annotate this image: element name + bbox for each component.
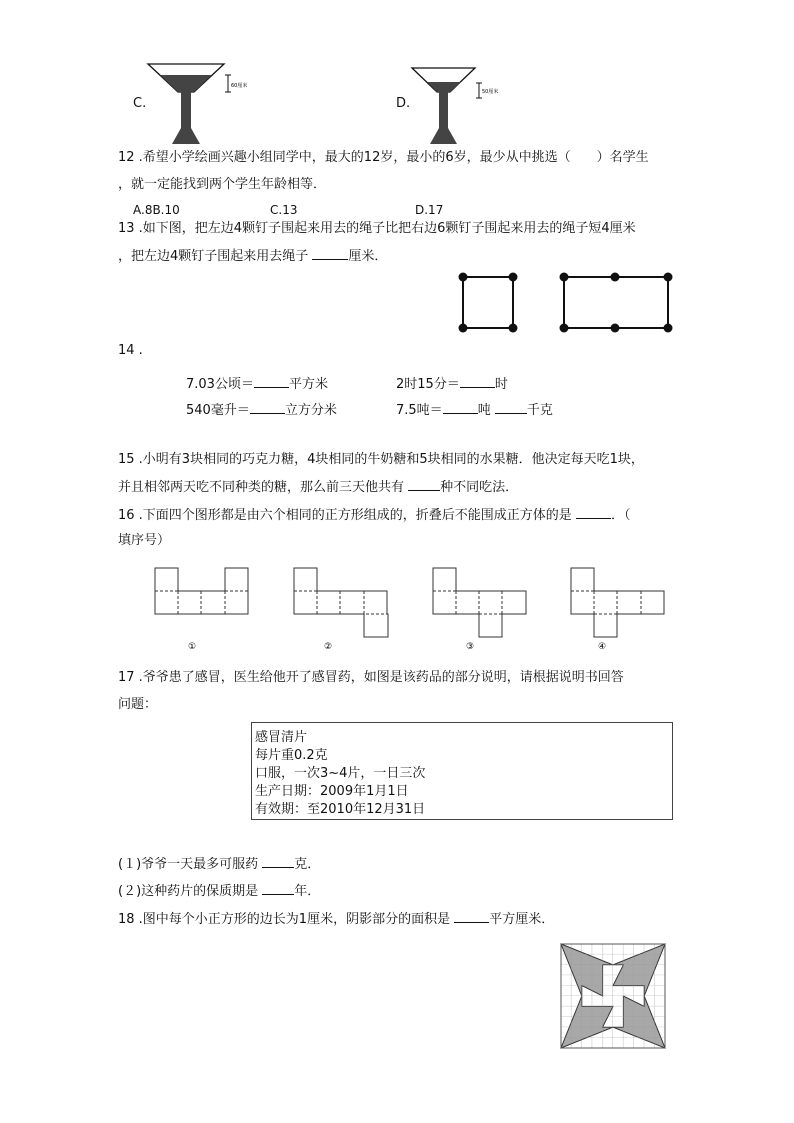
net-label-2: ② [324,642,333,652]
q12-option-c: C.13 [270,203,298,217]
q12-option-d: D.17 [415,203,444,217]
glass-d-figure [409,60,509,146]
net-label-1: ① [188,642,197,652]
q14-item-weight: 7.5吨＝ 吨 千克 [396,403,553,418]
q13-line2 [118,247,387,266]
nail-figure [455,272,680,334]
glass-d-height-label: 50厘米 [482,89,499,95]
q12-line2: ，就一定能找到两个学生年龄相等． [118,177,327,192]
q17-sub1: (１)爷爷一天最多可服药 克． [118,857,321,872]
q17-line2: 问题： [118,697,158,712]
q15-line1: 15 .小明有3块相同的巧克力糖，4块相同的牛奶糖和5块相同的水果糖．他决定每天吃1块， [118,452,644,467]
shaded-grid-figure [561,944,665,1048]
cube-nets-figure [150,563,670,653]
q13-line2-unit: 厘米． [348,249,388,264]
q16-line1: 16 .下面四个图形都是由六个相同的正方形组成的，折叠后不能围成正方体的是 ．（ [118,508,631,523]
q14-item-area: 7.03公顷＝ 平方米 [186,377,328,392]
medicine-dosage: 口服，一次3~4片，一日三次 [255,766,426,781]
q18-answer-blank[interactable] [454,910,489,923]
q14-blank-volume[interactable] [250,401,285,414]
medicine-production-date: 生产日期：2009年1月1日 [255,784,409,799]
glass-c-figure [145,60,248,146]
q14-blank-ton[interactable] [443,401,478,414]
glass-c-height-label: 60厘米 [231,83,248,89]
medicine-weight: 每片重0.2克 [255,748,328,763]
q14-item-time: 2时15分＝ 时 [396,377,508,392]
q14-blank-time[interactable] [460,375,495,388]
q13-line1: 13 .如下图，把左边4颗钉子围起来用去的绳子比把右边6颗钉子围起来用去的绳子短4厘米 [118,221,636,236]
q16-answer-blank[interactable] [576,506,611,519]
option-d-label: D. [396,96,411,111]
q16-line2: 填序号） [118,533,171,548]
q12-option-ab: A.8B.10 [133,203,180,217]
net-label-4: ④ [598,642,607,652]
q17-sub1-blank[interactable] [262,855,294,868]
q13-line2-text: ，把左边4颗钉子围起来用去绳子 [118,249,313,264]
q13-answer-blank[interactable] [312,247,348,260]
option-c-label: C. [133,96,147,111]
medicine-label-box [251,722,673,820]
medicine-expiry-date: 有效期：至2010年12月31日 [255,802,426,817]
q17-line1: 17 .爷爷患了感冒，医生给他开了感冒药，如图是该药品的部分说明，请根据说明书回答 [118,670,624,685]
q18-line1: 18 .图中每个小正方形的边长为1厘米，阴影部分的面积是 平方厘米． [118,912,555,927]
q14-number: 14 . [118,343,143,358]
q14-blank-kg[interactable] [495,401,527,414]
q17-sub2: (２)这种药片的保质期是 年． [118,884,321,899]
q15-answer-blank[interactable] [408,478,440,491]
q15-line2: 并且相邻两天吃不同种类的糖，那么前三天他共有 种不同吃法． [118,480,519,495]
q14-item-volume: 540毫升＝ 立方分米 [186,403,337,418]
q12-line1: 12 .希望小学绘画兴趣小组同学中，最大的12岁，最小的6岁，最少从中挑选（ ）名学生 [118,150,649,165]
q17-sub2-blank[interactable] [262,882,294,895]
net-label-3: ③ [466,642,475,652]
medicine-name: 感冒清片 [255,730,308,745]
q14-blank-area[interactable] [254,375,289,388]
